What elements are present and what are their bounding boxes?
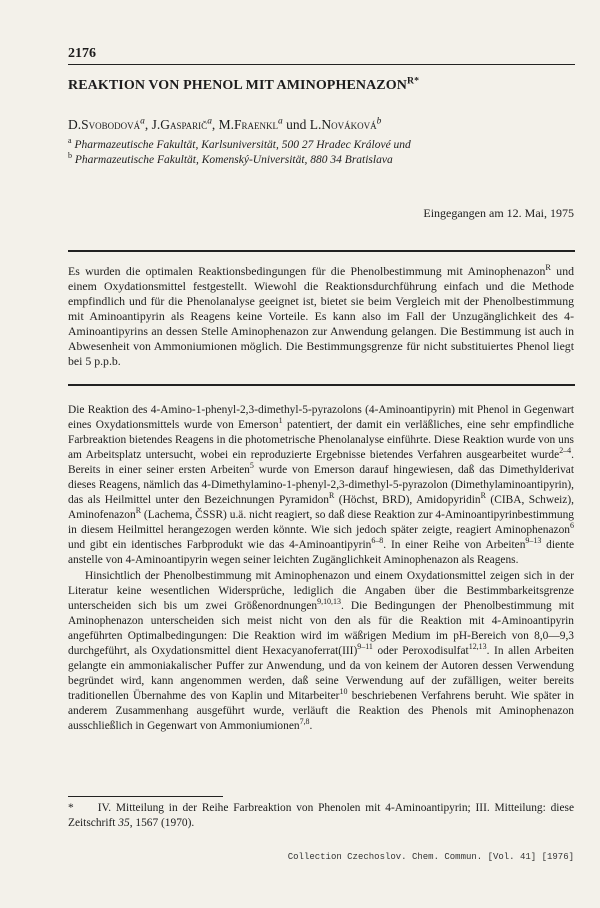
author-name: D.Svobodová [68, 117, 141, 132]
author-separator: , [144, 117, 152, 132]
affiliation-b [68, 151, 393, 166]
abstract-bottom-rule [68, 384, 575, 386]
author-affiliation-marker: a [207, 116, 212, 127]
affiliation-a-text: Pharmazeutische Fakultät, Karlsuniversität, 500 27 Hradec Králové und [74, 139, 411, 151]
author-affiliation-marker: b [376, 116, 382, 127]
affiliation-b-text: Pharmazeutische Fakultät, Komenský-Universität, 880 34 Bratislava [74, 154, 393, 166]
abstract: Es wurden die optimalen Reaktionsbedingungen für die Phenolbestimmung mit Aminophenazon$^R$ und einem Oxydationsmittel festgestellt. Wiewohl die Reaktionsdurchführung einfach und die Methode empfindlich und für die Phenolanalyse geeignet ist, bietet sie beim Vergleich mit der Phenolbestimmung mit Aminoantipyrin als Reagens keine Vorteile. Es kann also im Fall der Unzugänglichkeit des 4-Aminoantipyrins an dessen Stelle Aminophenazon zur Anwendung gelangen. Die Bestimmung ist auch in Abwesenheit von Ammoniumionen möglich. Die Bestimmungsgrenze für nicht substituiertes Phenol liegt bei 5 p.p.b. [68, 263, 574, 368]
author-separator: , [211, 117, 219, 132]
author-name: J.Gasparič [151, 117, 208, 132]
header-rule [68, 64, 575, 65]
paragraph-1: Die Reaktion des 4-Amino-1-phenyl-2,3-dimethyl-5-pyrazolons (4-Aminoantipyrin) mit Phenol in Gegenwart eines Oxydationsmittels wurde von Emerson$^1$ patentiert, der damit ein verläßliches, eine sehr empfindliche Farbreaktion bietendes Reagens in die photometrische Phenolanalyse einführte. Diese Reaktion wurde von uns am Arbeitsplatz untersucht, wobei ein reproduzierte Ergebnisse bietendes Verfahren ausgearbeitet wurde$^{2-4}$. Bereits in einer seiner ersten Arbeiten$^5$ wurde von Emerson darauf hingewiesen, daß das Dimethylderivat dieses Reagens, nämlich das 4-Dimethylamino-1-phenyl-2,3-dimethyl-5-pyrazolon (Dimethylaminoantipyrin), das als Heilmittel unter den Bezeichnungen Pyramidon$^R$ (Höchst, BRD), Amidopyridin$^R$ (CIBA, Schweiz), Aminofenazon$^R$ (Lachema, ČSSR) u.ä. nicht reagiert, so daß diese Reaktion zur 4-Aminoantipyrinbestimmung in diesem Heilmittel herangezogen werden könnte. Wie sich jedoch später zeigte, reagiert Aminophenazon$^6$ und gibt ein identisches Farbprodukt wie das 4-Aminoantipyrin$^{6-8}$. In einer Reihe von Arbeiten$^{9-13}$ diente anstelle von 4-Aminoantipyrin wegen seiner leichten Zugänglichkeit Aminophenazon als Reagens. [68, 404, 575, 567]
body-text [68, 403, 574, 734]
author-name: L.Nováková [309, 117, 377, 132]
page-number: 2176 [68, 46, 96, 61]
author-affiliation-marker: a [278, 116, 283, 127]
abstract-top-rule [68, 250, 575, 252]
footnote: * IV. Mitteilung in der Reihe Farbreaktion von Phenolen mit 4-Aminoantipyrin; III. Mitteilung: diese Zeitschrift 35, 1567 (1970). [68, 802, 574, 829]
affiliation-a [68, 136, 411, 151]
title-superscript: R* [406, 75, 420, 87]
affiliation-b-marker: b [68, 151, 73, 161]
title-text: REAKTION VON PHENOL MIT AMINOPHENAZON [68, 78, 407, 93]
author-separator: und [282, 117, 310, 132]
article-title [68, 75, 420, 94]
received-date: Eingegangen am 12. Mai, 1975 [423, 206, 574, 220]
author-name: M.Fraenkl [218, 117, 279, 132]
affiliation-a-marker: a [68, 136, 72, 146]
journal-footer: Collection Czechoslov. Chem. Commun. [Vol. 41] [1976] [287, 852, 574, 862]
paragraph-2: Hinsichtlich der Phenolbestimmung mit Aminophenazon und einem Oxydationsmittel zeigen sich in der Literatur keine wesentlichen Widersprüche, lediglich die Angaben über die Bestimmbarkeitsgrenze unterscheiden sich bis um zwei Größenordnungen$^{9,10,13}$. Die Bedingungen der Phenolbestimmung mit Aminophenazon unterscheiden sich meist nicht von den als für die Reaktion mit 4-Aminoantipyrin angeführten Optimalbedingungen: Die Reaktion wird im wäßrigen Medium im pH-Bereich von 8,0—9,3 durchgeführt, als Oxydationsmittel dient Hexacyanoferrat(III)$^{9-11}$ oder Peroxodisulfat$^{12,13}$. In allen Arbeiten gelangte ein ammoniakalischer Puffer zur Anwendung, und da von keinem der Autoren dessen Verwendung begründet wird, kann angenommen werden, daß seine Verwendung auf der zufälligen, weiter bereits traditionellen Übernahme des von Kaplin und Mitarbeiter$^{10}$ beschriebenen Verfahrens beruht. Wie später in anderem Zusammenhang ausgeführt wurde, verläuft die Reaktion des Phenols mit Aminophenazon ausschließlich in Gegenwart von Ammoniumionen$^{7,8}$. [68, 569, 574, 732]
footnote-rule [68, 796, 223, 797]
author-affiliation-marker: a [140, 116, 145, 127]
author-list [68, 117, 381, 133]
